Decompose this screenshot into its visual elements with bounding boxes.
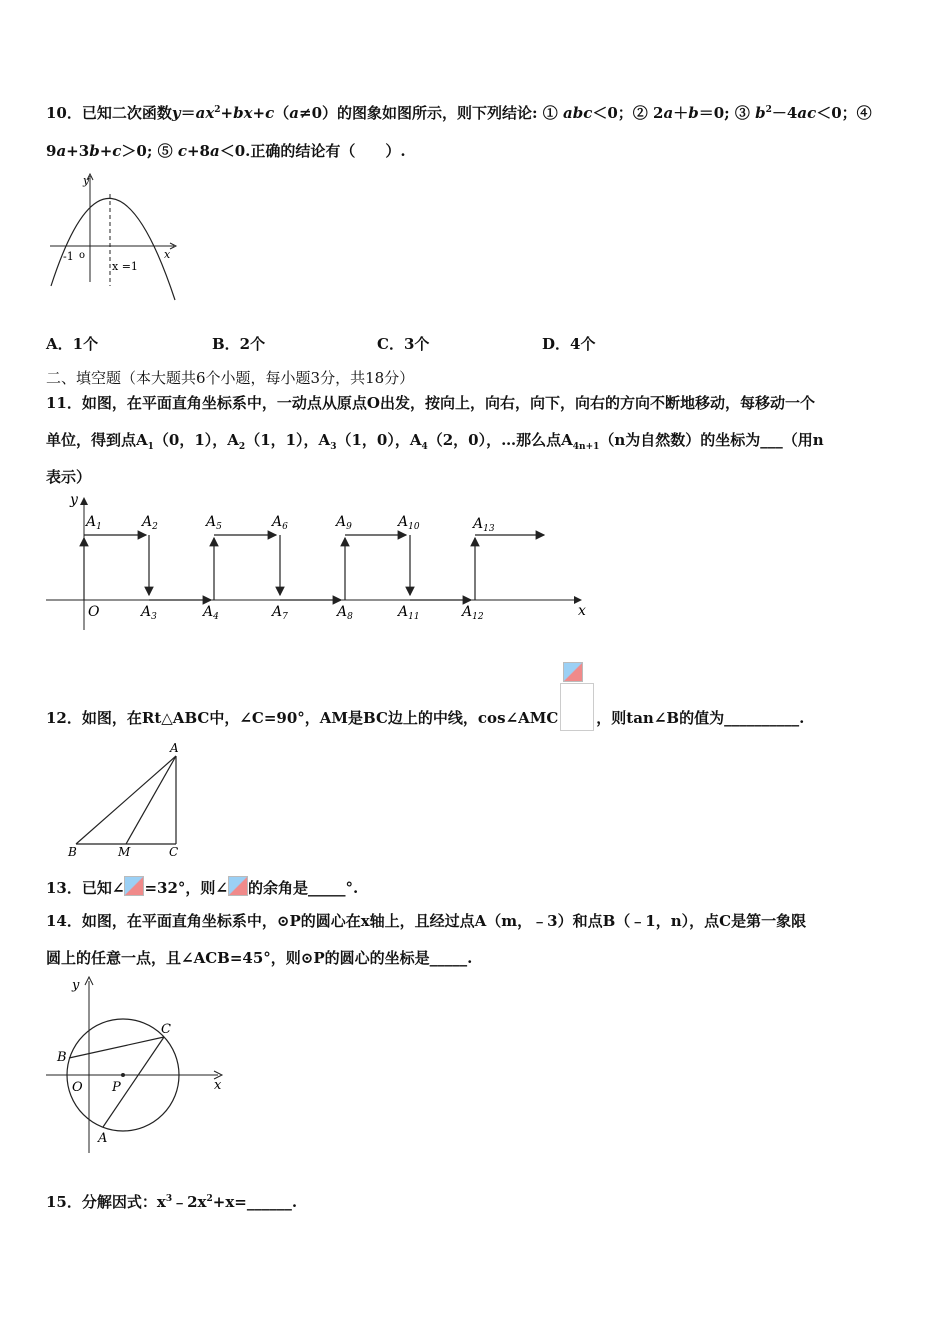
q10-parabola-figure	[46, 170, 186, 305]
q11-label-a1: $A_1$	[86, 514, 102, 532]
q14-chord-bc	[69, 1037, 164, 1058]
q11-label-a5: $A_5$	[206, 514, 222, 532]
q10-option-a: A．1个	[46, 335, 99, 353]
q15-line: 15．分解因式：$x^3﹣2x^2+x=\_\_\_\_\_\_$.	[46, 1193, 298, 1211]
q12-side-ab	[76, 756, 176, 844]
q11-y-label: y	[70, 492, 78, 508]
q11-label-a11: $A_{11}$	[398, 604, 420, 622]
q14-x-label: x	[214, 1078, 222, 1093]
section2-title: 二、填空题（本大题共6个小题，每小题3分，共18分）	[46, 369, 415, 387]
q11-label-a13: $A_{13}$	[473, 516, 495, 534]
q11-label-a4: $A_4$	[203, 604, 219, 622]
q14-y-label: y	[72, 978, 80, 993]
q14-line2: 圆上的任意一点，且∠ACB=45°，则⊙P的圆心的坐标是_____.	[46, 949, 473, 967]
q12-line: 12．如图，在Rt△ABC中，∠C=90°，AM是BC边上的中线，cos∠AMC ，则tan∠B的值为__________.	[46, 683, 804, 731]
q10-option-b: B．2个	[212, 335, 266, 353]
q10-y-label: y	[83, 174, 90, 187]
q11-label-a9: $A_9$	[336, 514, 352, 532]
q12-label-b: B	[68, 845, 77, 859]
q12-formula-image	[560, 683, 594, 731]
q10-x-label: x	[164, 248, 171, 261]
q12-label-m: M	[118, 845, 131, 859]
q12-median-am	[126, 756, 176, 844]
q14-circle-figure	[44, 975, 234, 1155]
q11-label-a12: $A_{12}$	[462, 604, 484, 622]
q14-label-b: B	[57, 1050, 67, 1065]
q13-line: 13．已知∠ =32°，则∠ 的余角是_____°.	[46, 876, 358, 898]
q10-axis-label: x =1	[112, 260, 138, 273]
q14-label-a: A	[98, 1131, 108, 1146]
q12-label-c: C	[169, 845, 179, 859]
q14-label-p: P	[112, 1080, 121, 1095]
q11-label-a3: $A_3$	[141, 604, 157, 622]
q10-option-d: D．4个	[542, 335, 596, 353]
q11-x-label: x	[578, 603, 586, 619]
broken-image-icon	[228, 876, 248, 896]
q11-path-figure	[46, 490, 596, 635]
broken-image-icon	[124, 876, 144, 896]
q11-label-a6: $A_6$	[272, 514, 288, 532]
q10-line1: 10．已知二次函数$y=ax^2+bx+c(a\ne 0)$的图象如图所示，则下列结论: ① abc＜0；② 2a＋b＝0; ③ $b^2-4ac<0$；④	[46, 104, 872, 122]
broken-image-icon	[563, 662, 583, 682]
q11-origin-label: O	[88, 604, 100, 620]
q11-line3: 表示）	[46, 468, 92, 486]
q11-line1: 11．如图，在平面直角坐标系中，一动点从原点O出发，按向上，向右，向下，向右的方向不断地移动，每移动一个	[46, 394, 815, 412]
q11-label-a8: $A_8$	[337, 604, 353, 622]
q11-label-a2: $A_2$	[142, 514, 158, 532]
q14-center-point	[121, 1073, 125, 1077]
q14-line1: 14．如图，在平面直角坐标系中，⊙P的圆心在x轴上，且经过点A（m，﹣3）和点B（﹣1，n），点C是第一象限	[46, 912, 807, 930]
q12-label-a: A	[170, 741, 179, 755]
q12-triangle-figure	[66, 740, 186, 860]
q11-label-a10: $A_{10}$	[398, 514, 420, 532]
q14-label-c: C	[161, 1022, 171, 1037]
q10-line2: 9a+3b+c＞0; ⑤ c+8a＜0.正确的结论有（ ）.	[46, 142, 406, 160]
q11-line2: 单位，得到点$A_1(0$，1），$A_2(1$，1），$A_3(1$，0），$A_4(2$，0），…那么点$A_{4n+1}(n$为自然数）的坐标为___（用n	[46, 431, 824, 452]
q10-neg1-label: -1	[63, 250, 74, 263]
q10-origin-label: o	[79, 250, 86, 261]
q11-walk-path	[84, 535, 544, 600]
q14-origin-label: O	[72, 1080, 83, 1095]
q10-option-c: C．3个	[377, 335, 430, 353]
q11-label-a7: $A_7$	[272, 604, 288, 622]
